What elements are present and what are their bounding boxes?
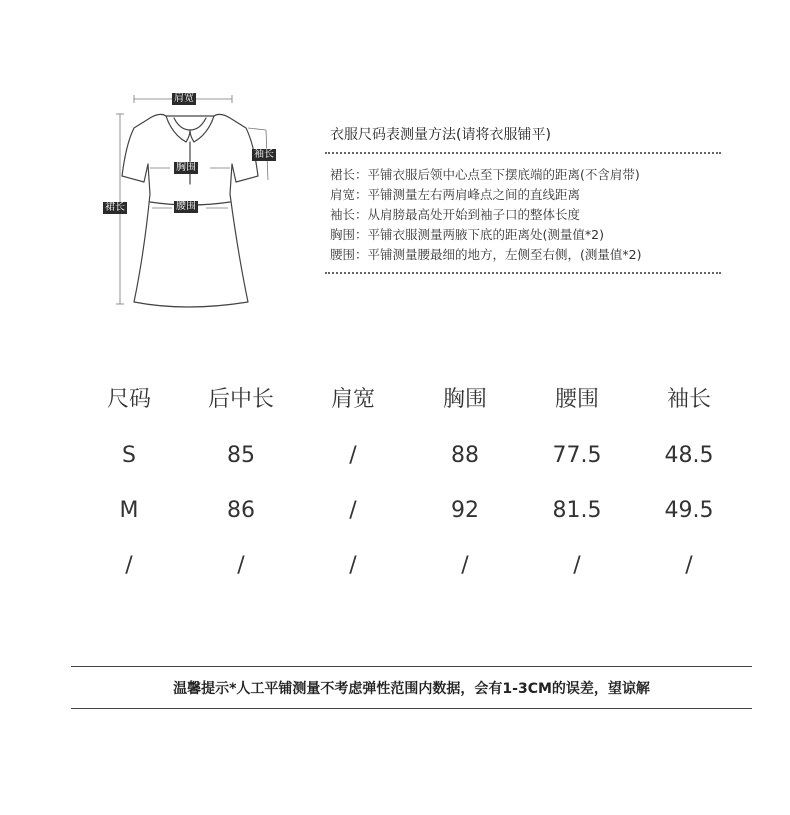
sleeve-tag: 袖长 [254,149,274,160]
header-waist: 腰围 [554,386,599,412]
method-title: 衣服尺码表测量方法(请将衣服铺平) [330,127,551,143]
table-cell: / [349,553,357,578]
table-cell: 92 [451,498,479,523]
collar-line [166,116,214,142]
table-row [73,420,745,483]
table-cell: / [125,553,133,578]
table-cell: 88 [451,443,479,468]
table-cell: M [119,498,139,523]
table-cell: / [349,443,357,468]
header-back-length: 后中长 [207,386,274,412]
shoulder-tag: 肩宽 [174,93,194,104]
chest-tag: 胸围 [176,162,196,173]
table-cell: 49.5 [664,498,714,523]
waist-tag: 腰围 [176,201,196,212]
table-cell: S [122,443,136,468]
skirt-tag: 裙长 [105,202,125,213]
table-cell: 48.5 [664,443,714,468]
dress-sketch [98,84,298,314]
table-cell: 85 [227,443,255,468]
size-table [73,374,745,593]
table-cell: 81.5 [552,498,602,523]
method-item: 肩宽：平铺测量左右两肩峰点之间的直线距离 [330,187,581,202]
table-cell: / [685,553,693,578]
table-header-row [73,374,745,420]
header-shoulder: 肩宽 [330,386,375,412]
collar-inner [174,118,206,130]
method-list [330,165,641,265]
method-item: 胸围：平铺衣服测量两腋下底的距离处(测量值*2) [330,227,604,242]
header-size: 尺码 [106,386,151,412]
header-chest: 胸围 [442,386,487,412]
table-cell: / [237,553,245,578]
table-row [73,538,745,593]
table-cell: 86 [227,498,255,523]
note-rule-bottom [71,708,752,709]
garment-diagram [98,84,298,314]
method-item: 裙长：平铺衣服后领中心点至下摆底端的距离(不含肩带) [330,167,640,182]
method-item: 腰围：平铺测量腰最细的地方，左侧至右侧，(测量值*2) [330,247,642,262]
table-cell: / [573,553,581,578]
tip-note: 温馨提示*人工平铺测量不考虑弹性范围内数据，会有1-3CM的误差，望谅解 [173,681,650,697]
note-rule-top [71,666,752,667]
dotted-divider-top [325,152,721,154]
dotted-divider-bottom [325,272,721,274]
table-row [73,483,745,538]
header-sleeve: 袖长 [666,386,711,412]
table-cell: 77.5 [552,443,602,468]
method-item: 袖长：从肩膀最高处开始到袖子口的整体长度 [330,207,581,222]
table-cell: / [349,498,357,523]
table-cell: / [461,553,469,578]
